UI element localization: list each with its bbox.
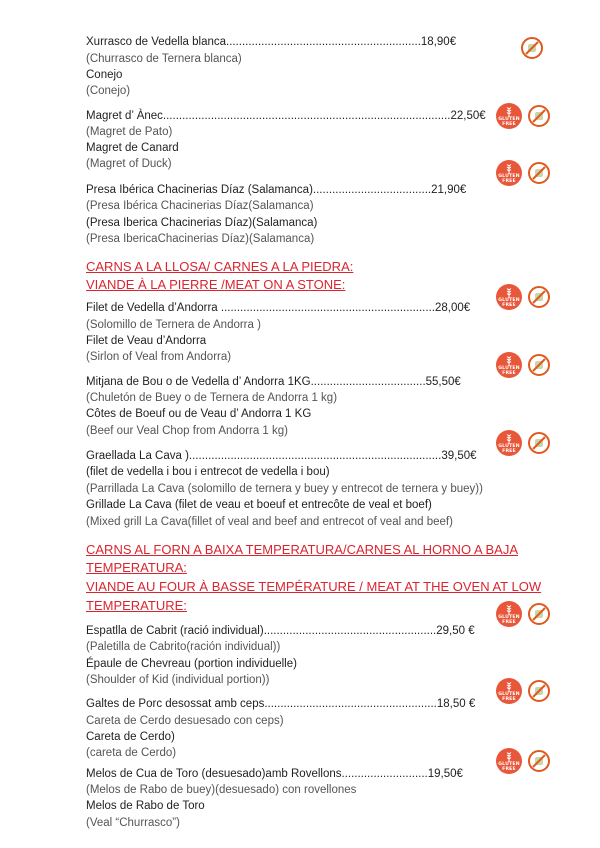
menu-item-graellada: Graellada La Cava )...............................................................................39,50€ — [86, 450, 477, 462]
section-heading-spanish: CARNES A LA PIEDRA: — [210, 259, 354, 274]
item-translation: Conejo — [86, 69, 123, 81]
badge-text: FREE — [502, 767, 516, 772]
badge-text: GLUTEN — [498, 366, 520, 371]
section-heading-english: MEAT ON A STONE: — [224, 277, 346, 292]
item-translation: Careta de Cerdo desuesado con ceps) — [86, 715, 284, 727]
section-heading-french: VIANDE À LA PIERRE / — [86, 277, 225, 292]
gluten-free-icon — [496, 103, 522, 129]
no-bread-icon — [528, 680, 550, 702]
item-translation: (Magret of Duck) — [86, 158, 172, 170]
menu-item-xurrasco: Xurrasco de Vedella blanca.............................................................18,90€ — [86, 36, 457, 48]
no-bread-icon — [528, 603, 550, 625]
badge-text: FREE — [502, 303, 516, 308]
no-bread-icon — [528, 432, 550, 454]
section-heading-oven-2 — [86, 559, 187, 577]
menu-item-filet-vedella: Filet de Vedella d’Andorra ...................................................................28,00€ — [86, 302, 471, 314]
item-translation: Melos de Rabo de Toro — [86, 800, 205, 812]
badge-text: FREE — [502, 449, 516, 454]
item-translation: (Presa IbericaChacinerias Díaz)(Salamanca) — [86, 233, 315, 245]
no-bread-icon — [528, 286, 550, 308]
badge-text: GLUTEN — [498, 444, 520, 449]
gluten-free-icon — [496, 352, 522, 378]
item-translation: (Presa Iberica Chacinerias Díaz)(Salamanca) — [86, 217, 318, 229]
menu-item-presa-iberica: Presa Ibérica Chacinerias Díaz (Salamanca).....................................21,90€ — [86, 184, 467, 196]
section-heading-english: MEAT AT THE OVEN AT LOW — [366, 579, 542, 594]
menu-item-mitjana: Mitjana de Bou o de Vedella d’ Andorra 1KG....................................55,50€ — [86, 376, 461, 388]
gluten-free-icon — [496, 601, 522, 627]
item-translation: (Parrillada La Cava (solomillo de ternera y buey y entrecot de ternera y buey)) — [86, 483, 483, 495]
gluten-free-icon — [496, 430, 522, 456]
badge-text: GLUTEN — [498, 762, 520, 767]
section-heading-french: VIANDE AU FOUR À BASSE TEMPÉRATURE / — [86, 579, 367, 594]
section-heading-catalan: CARNS A LA LLOSA/ — [86, 259, 211, 274]
item-translation: Épaule de Chevreau (portion individuelle) — [86, 658, 297, 670]
item-translation: (Mixed grill La Cava(fillet of veal and beef and entrecot of veal and beef) — [86, 516, 453, 528]
item-translation: (Shoulder of Kid (individual portion)) — [86, 674, 270, 686]
item-translation: Côtes de Boeuf ou de Veau d’ Andorra 1 KG — [86, 408, 312, 420]
badge-text: GLUTEN — [498, 692, 520, 697]
badge-text: GLUTEN — [498, 298, 520, 303]
badge-text: FREE — [502, 620, 516, 625]
item-translation: Magret de Canard — [86, 142, 179, 154]
item-translation: (Solomillo de Ternera de Andorra ) — [86, 319, 261, 331]
badge-text: FREE — [502, 179, 516, 184]
section-heading-catalan: CARNS AL FORN A BAIXA TEMPERATURA/ — [86, 542, 347, 557]
item-translation: Grillade La Cava (filet de veau et boeuf et entrecôte de veal et boef) — [86, 499, 432, 511]
no-bread-icon — [528, 105, 550, 127]
section-heading-oven-4 — [86, 597, 187, 615]
item-translation: Filet de Veau d’Andorra — [86, 335, 207, 347]
badge-text: GLUTEN — [498, 117, 520, 122]
badge-text: GLUTEN — [498, 615, 520, 620]
menu-item-galtes: Galtes de Porc desossat amb ceps......................................................18,50 € — [86, 698, 476, 710]
item-translation: (Presa Ibérica Chacinerias Díaz(Salamanca) — [86, 200, 314, 212]
item-translation: (Churrasco de Ternera blanca) — [86, 53, 242, 65]
item-translation: (Conejo) — [86, 85, 131, 97]
section-heading-oven-3 — [86, 578, 541, 596]
menu-item-magret: Magret d’ Ànec..........................................................................................22,50€ — [86, 110, 486, 122]
item-translation: (Paletilla de Cabrito(ración individual)) — [86, 641, 281, 653]
badge-text: FREE — [502, 371, 516, 376]
item-translation: (careta de Cerdo) — [86, 747, 177, 759]
gluten-free-icon — [496, 160, 522, 186]
no-bread-icon — [528, 354, 550, 376]
no-bread-icon — [528, 162, 550, 184]
item-translation: (Melos de Rabo de buey)(desuesado) con rovellones — [86, 784, 357, 796]
badge-text: GLUTEN — [498, 174, 520, 179]
item-translation: (filet de vedella i bou i entrecot de vedella i bou) — [86, 466, 330, 478]
item-translation: (Sirlon of Veal from Andorra) — [86, 351, 232, 363]
no-bread-icon — [528, 750, 550, 772]
section-heading-english-cont: TEMPERATURE: — [86, 598, 187, 613]
badge-text: FREE — [502, 697, 516, 702]
gluten-free-icon — [496, 748, 522, 774]
item-translation: (Magret de Pato) — [86, 126, 173, 138]
badge-text: FREE — [502, 122, 516, 127]
menu-item-espatlla: Espatlla de Cabrit (ració individual)......................................................29,50 € — [86, 625, 475, 637]
section-heading-spanish-cont: TEMPERATURA: — [86, 560, 187, 575]
item-translation: (Beef our Veal Chop from Andorra 1 kg) — [86, 425, 288, 437]
section-heading-stone — [86, 258, 353, 276]
item-translation: (Veal “Churrasco”) — [86, 817, 180, 829]
section-heading-spanish: CARNES AL HORNO A BAJA — [346, 542, 519, 557]
gluten-free-icon — [496, 284, 522, 310]
menu-item-melos: Melos de Cua de Toro (desuesado)amb Rovellons...........................19,50€ — [86, 768, 463, 780]
gluten-free-icon — [496, 678, 522, 704]
section-heading-stone-2 — [86, 276, 345, 294]
section-heading-oven — [86, 541, 518, 559]
item-translation: Careta de Cerdo) — [86, 731, 175, 743]
no-bread-icon — [521, 37, 543, 59]
item-translation: (Chuletón de Buey o de Ternera de Andorra 1 kg) — [86, 392, 338, 404]
